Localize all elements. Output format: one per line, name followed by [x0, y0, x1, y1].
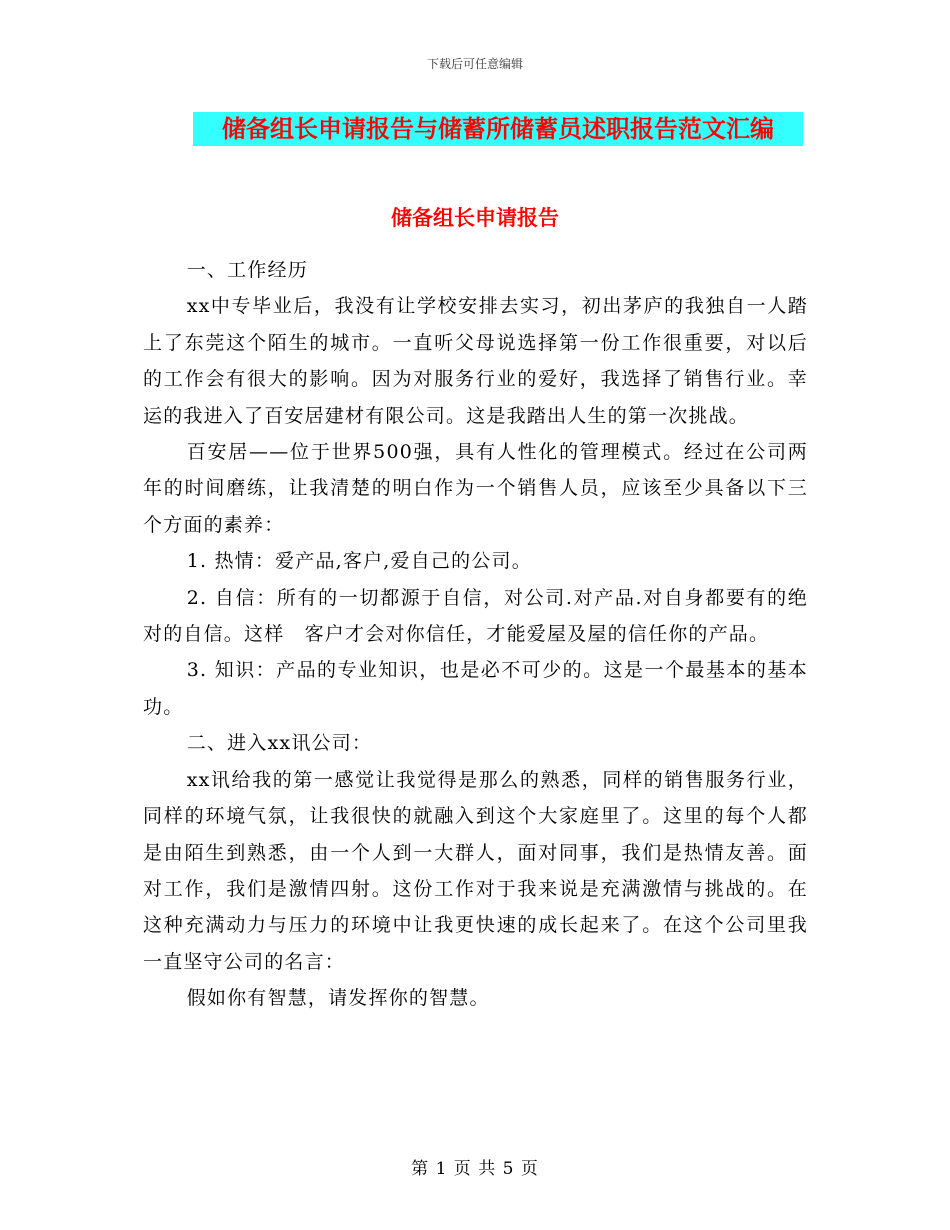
- list-item: 3. 知识：产品的专业知识，也是必不可少的。这是一个最基本的基本功。: [143, 659, 808, 718]
- page-header-note: 下载后可任意编辑: [426, 57, 523, 71]
- page-footer: 第 1 页 共 5 页: [411, 1159, 539, 1179]
- list-item: 1. 热情：爱产品,客户,爱自己的公司。: [186, 550, 532, 573]
- section-title: 储备组长申请报告: [391, 206, 559, 230]
- list-item: 2. 自信：所有的一切都源于自信，对公司.对产品.对自身都要有的绝对的自信。这样 客户才会对你信任，才能爱屋及屋的信任你的产品。: [143, 586, 808, 646]
- paragraph: xx中专毕业后，我没有让学校安排去实习，初出茅庐的我独自一人踏上了东莞这个陌生的城市。一直听父母说选择第一份工作很重要，对以后的工作会有很大的影响。因为对服务行业的爱好，我选择了销售行业。幸运的我进入了百安居建材有限公司。这是我踏出人生的第一次挑战。: [143, 295, 808, 427]
- paragraph-heading-work-experience: 一、工作经历: [186, 259, 308, 281]
- document-title: 储备组长申请报告与储蓄所储蓄员述职报告范文汇编: [193, 112, 803, 146]
- paragraph: xx讯给我的第一感觉让我觉得是那么的熟悉，同样的销售服务行业，同样的环境气氛，让我很快的就融入到这个大家庭里了。这里的每个人都是由陌生到熟悉，由一个人到一大群人，面对同事，我们是热情友善。面对工作，我们是激情四射。这份工作对于我来说是充满激情与挑战的。在这种充满动力与压力的环境中让我更快速的成长起来了。在这个公司里我一直坚守公司的名言：: [143, 768, 808, 973]
- paragraph: 百安居——位于世界500强，具有人性化的管理模式。经过在公司两年的时间磨练，让我清楚的明白作为一个销售人员，应该至少具备以下三个方面的素养：: [143, 441, 808, 536]
- paragraph-heading-join-company: 二、进入xx讯公司：: [186, 732, 373, 755]
- body-text: [143, 220, 808, 1017]
- paragraph: 假如你有智慧，请发挥你的智慧。: [186, 987, 490, 1010]
